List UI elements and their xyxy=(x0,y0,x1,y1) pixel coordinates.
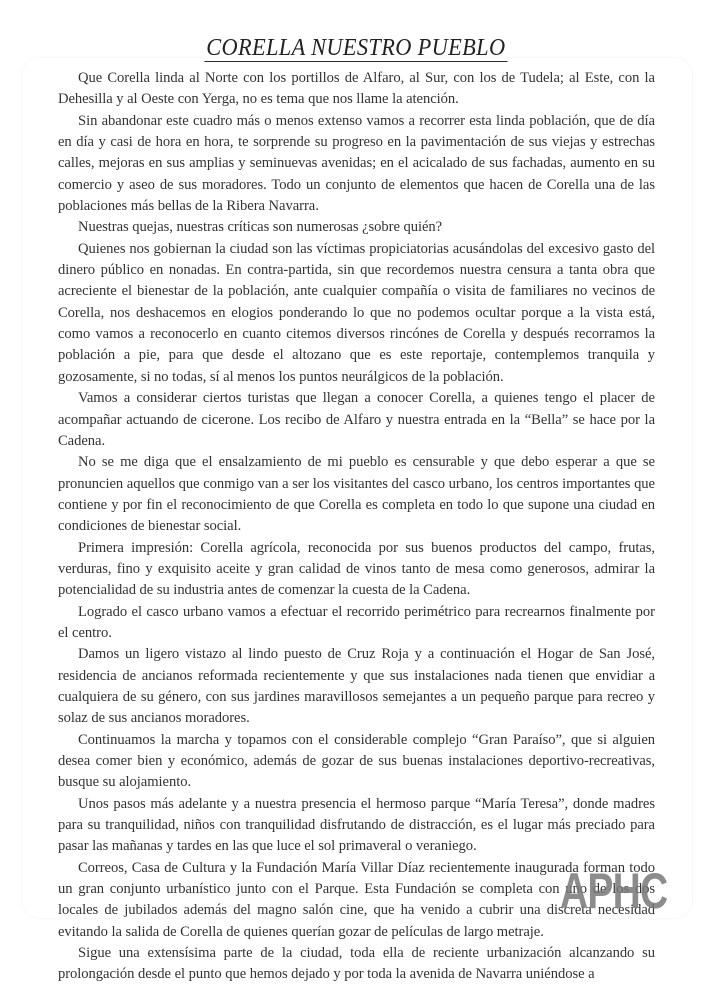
paragraph: Que Corella linda al Norte con los portillos de Alfaro, al Sur, con los de Tudela; al Este, con la Dehesilla y al Oeste con Yerga, no es tema que nos llame la atención. xyxy=(58,70,655,108)
paragraph: Quienes nos gobiernan la ciudad son las víctimas propiciatorias acusándolas del excesivo gasto del dinero público en nonadas. En contra-partida, sin que recordemos nuestra censura a tanta obra que acreciente el bienestar de la población, ante cualquier compañía o visita de familiares no vecinos de Corella, nos deshacemos en elogios ponderando lo que no podemos ocultar porque a la vista está, como vamos a reconocerlo en cuanto citemos diversos rincónes de Corella y después recorramos la población a pie, para que desde el altozano que es este reportaje, contemplemos tranquila y gozosamente, si no todas, sí al menos los puntos neurálgicos de la población. xyxy=(58,240,655,385)
paragraph: Unos pasos más adelante y a nuestra presencia el hermoso parque “María Teresa”, donde madres para su tranquilidad, niños con tranquilidad disfrutando de distracción, es el lugar más preciado para pasar las mañanas y tardes en las que luce el sol primaveral o veraniego. xyxy=(58,795,655,855)
paragraph: Nuestras quejas, nuestras críticas son numerosas ¿sobre quién? xyxy=(78,219,443,236)
paragraph: Correos, Casa de Cultura y la Fundación María Villar Díaz recientemente inaugurada forman todo un gran conjunto urbanístico junto con el Parque. Esta Fundación se completa con uno de los dos locales de jubilados además del magno salón cine, que ha venido a cubrir una discreta necesidad evitando la salida de Corella de quienes querían gozar de películas de largo metraje. xyxy=(58,859,655,940)
article-body xyxy=(58,68,655,986)
paragraph: Vamos a considerar ciertos turistas que llegan a conocer Corella, a quienes tengo el placer de acompañar actuando de cicerone. Los recibo de Alfaro y nuestra entrada en la “Bella” se hace por la Cadena. xyxy=(58,390,655,449)
document-title-text: CORELLA NUESTRO PUEBLO xyxy=(205,35,506,61)
paragraph: Damos un ligero vistazo al lindo puesto de Cruz Roja y a continuación el Hogar de San José, residencia de ancianos reformada recientemente y que sus instalaciones nada tienen que envidiar a cualquiera de su género, con sus jardines maravillosos semejantes a un pequeño parque para recreo y solaz de sus ancianos moradores. xyxy=(58,646,655,727)
aphc-watermark: APHC xyxy=(560,863,668,919)
paragraph: No se me diga que el ensalzamiento de mi pueblo es censurable y que debo esperar a que se pronuncien aquellos que conmigo van a ser los visitantes del casco urbano, los centros importantes que contiene y por fin el reconocimiento de que Corella es completa en todo lo que supone una ciudad en condiciones de bienestar social. xyxy=(58,454,655,535)
paragraph: Sin abandonar este cuadro más o menos extenso vamos a recorrer esta linda población, que de día en día y casi de hora en hora, te sorprende su progreso en la pavimentación de sus viejas y estrechas calles, mejoras en sus amplias y seminuevas avenidas; en el acicalado de sus fachadas, aumento en su comercio y aseo de sus moradores. Todo un conjunto de elementos que hacen de Corella una de las poblaciones más bellas de la Ribera Navarra. xyxy=(58,112,655,215)
paragraph: Sigue una extensísima parte de la ciudad, toda ella de reciente urbanización alcanzando su prolongación desde el punto que hemos dejado y por toda la avenida de Navarra uniéndose a xyxy=(58,945,655,983)
paragraph: Primera impresión: Corella agrícola, reconocida por sus buenos productos del campo, frutas, verduras, fino y exquisito aceite y gran calidad de vinos tanto de mesa como generosos, admirar la potencialidad de su industria antes de comenzar la cuesta de la Cadena. xyxy=(58,539,655,599)
paragraph: Continuamos la marcha y topamos con el considerable complejo “Gran Paraíso”, que si alguien desea comer bien y económico, además de gozar de sus buenas instalaciones deportivo-recreativas, busque su alojamiento. xyxy=(58,731,655,791)
paragraph: Logrado el casco urbano vamos a efectuar el recorrido perimétrico para recrearnos finalmente por el centro. xyxy=(58,603,655,641)
document-title xyxy=(0,26,711,63)
